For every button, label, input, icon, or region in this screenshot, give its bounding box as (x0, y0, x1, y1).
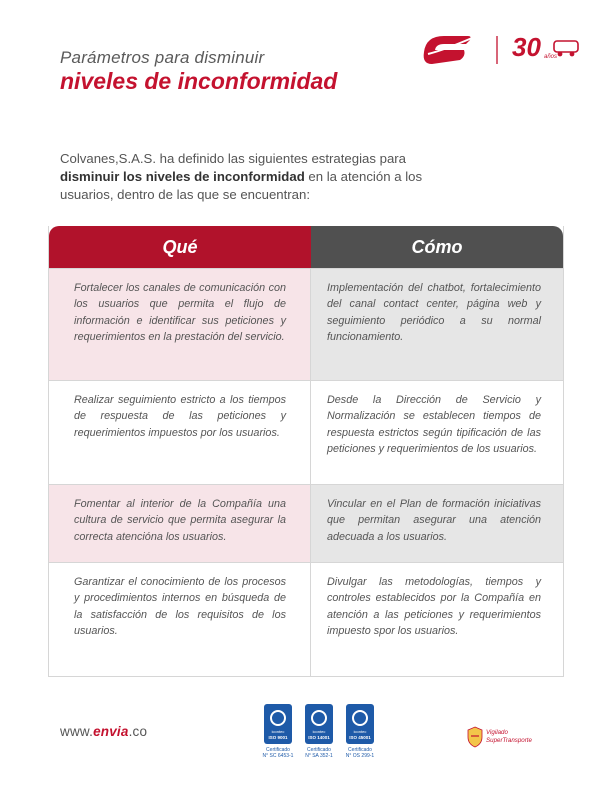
table-row (49, 484, 563, 562)
cert-brand: icontec (353, 729, 367, 734)
website-link[interactable] (60, 724, 147, 739)
website-prefix: www. (60, 724, 94, 739)
intro-text-start: Colvanes,S.A.S. ha definido las siguientes estrategias para (60, 151, 407, 166)
certification-badge (258, 704, 298, 759)
certification-badge (340, 704, 380, 759)
cert-code: N° OS 299-1 (345, 753, 375, 759)
header-como: Cómo (311, 226, 563, 268)
cert-brand: icontec (271, 729, 285, 734)
anniversary-logo-number: 30 (512, 32, 541, 62)
website-suffix: .co (128, 724, 148, 739)
cert-iso: ISO 14001 (308, 735, 330, 740)
table-header (49, 226, 563, 268)
cert-iso: ISO 9001 (268, 735, 288, 740)
icontec-icon (264, 704, 292, 744)
cert-iso: ISO 45001 (349, 735, 371, 740)
cert-label: Certificado (307, 747, 331, 753)
cert-label: Certificado (266, 747, 290, 753)
table-row (49, 268, 563, 380)
cell-que: Garantizar el conocimiento de los procesos y procedimientos internos en búsqueda de la satisfacción de los requisitos de los usuarios. (49, 563, 311, 676)
intro-text-end: en la atención a los usuarios, dentro de las que se encuentran: (60, 169, 423, 202)
company-logos (420, 30, 580, 70)
table-row (49, 380, 563, 484)
shield-icon (466, 726, 484, 748)
page-title: niveles de inconformidad (60, 68, 338, 94)
vigilado-supertransporte (466, 726, 556, 750)
strategies-table (48, 226, 564, 677)
vigilado-line2: SuperTransporte (486, 736, 532, 744)
page-subtitle: Parámetros para disminuir (60, 48, 265, 67)
header-que: Qué (49, 226, 311, 268)
icontec-icon (305, 704, 333, 744)
certification-badge (299, 704, 339, 759)
cert-code: N° SA 352-1 (305, 753, 333, 759)
cert-label: Certificado (348, 747, 372, 753)
cell-como: Desde la Dirección de Servicio y Normalización se establecen tiempos de respuesta estrictos según tipificación de las peticiones y requerimientos de los usuarios. (311, 381, 563, 484)
cell-que: Fortalecer los canales de comunicación con los usuarios que permita el flujo de información e identificar sus peticiones y requerimientos en la prestación del servicio. (49, 269, 311, 380)
cell-como: Vincular en el Plan de formación iniciativas que permitan asegurar una atención adecuada a los usuarios. (311, 485, 563, 562)
vigilado-line1: Vigilado (486, 729, 508, 736)
cell-como: Implementación del chatbot, fortalecimiento del canal contact center, página web y seguimiento periódico a su normal funcionamiento. (311, 269, 563, 380)
cell-como: Divulgar las metodologías, tiempos y controles establecidos por la Compañía en atención a las peticiones y requerimientos impuesto spor los usuarios. (311, 563, 563, 676)
website-brand: envia (93, 724, 129, 739)
cert-code: N° SC 6453-1 (262, 753, 294, 759)
cell-que: Fomentar al interior de la Compañía una cultura de servicio que permita asegurar la correcta atencióna los usuarios. (49, 485, 311, 562)
anniversary-logo-word: años (544, 54, 558, 60)
bus-icon (553, 38, 580, 58)
icontec-icon (346, 704, 374, 744)
cell-que: Realizar seguimiento estricto a los tiempos de respuesta de las peticiones y requerimientos impuestos por los usuarios. (49, 381, 311, 484)
intro-text-bold: disminuir los niveles de inconformidad (60, 169, 305, 184)
cert-brand: icontec (312, 729, 326, 734)
intro-paragraph (60, 150, 460, 204)
table-row (49, 562, 563, 676)
